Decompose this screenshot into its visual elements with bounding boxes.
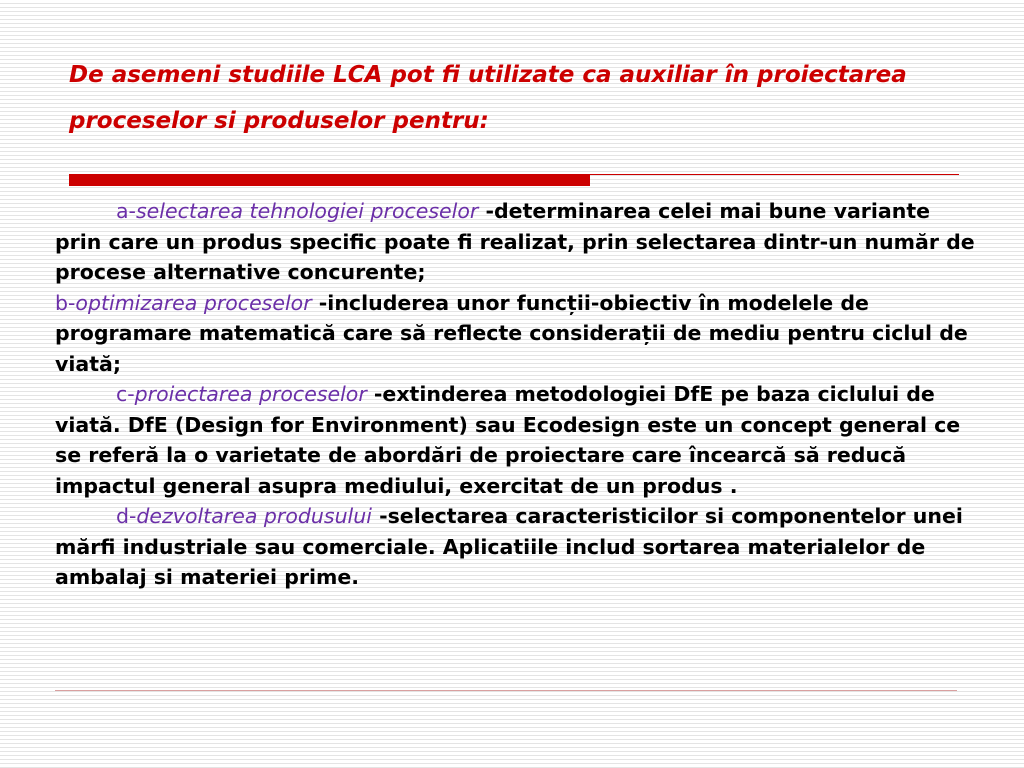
item-letter-b: b-	[55, 290, 76, 315]
item-text-d: -selectarea caracteristicilor si componentelor unei mărfi industriale sau comerciale. Aplicatiile includ sortarea materialelor de ambalaj si materiei prime.	[55, 504, 963, 589]
list-item-a	[55, 196, 980, 288]
item-term-b: optimizarea proceselor	[75, 290, 312, 315]
slide-title: De asemeni studiile LCA pot fi utilizate ca auxiliar în proiectarea proceselor si produselor pentru:	[69, 62, 907, 134]
item-label-a	[116, 199, 478, 223]
slide-body	[55, 196, 980, 593]
list-item-c	[55, 379, 980, 501]
item-label-b	[55, 291, 312, 315]
list-item-b	[55, 288, 980, 380]
title-accent-bar	[69, 175, 590, 186]
item-letter-a: a-	[116, 199, 136, 223]
bottom-divider-line	[55, 690, 957, 691]
item-term-d: dezvoltarea produsului	[136, 504, 372, 528]
item-term-c: proiectarea proceselor	[134, 382, 367, 406]
item-text-b: -includerea unor funcții-obiectiv în modelele de programare matematică care să reflecte considerații de mediu pentru ciclul de viată;	[55, 290, 968, 376]
item-letter-d: d-	[116, 504, 137, 528]
item-label-c	[116, 382, 367, 406]
item-term-a: selectarea tehnologiei proceselor	[135, 199, 479, 223]
item-text-c: -extinderea metodologiei DfE pe baza ciclului de viată. DfE (Design for Environment) sau Ecodesign este un concept general ce se referă la o varietate de abordări de proiectare care încearcă să reducă impactul general asupra mediului, exercitat de un produs .	[55, 382, 961, 498]
list-item-d	[55, 501, 980, 593]
item-letter-c: c-	[116, 382, 135, 406]
item-label-d	[116, 504, 372, 528]
item-text-a: -determinarea celei mai bune variante prin care un produs specific poate fi realizat, prin selectarea dintr-un număr de procese alternative concurente;	[55, 199, 975, 284]
